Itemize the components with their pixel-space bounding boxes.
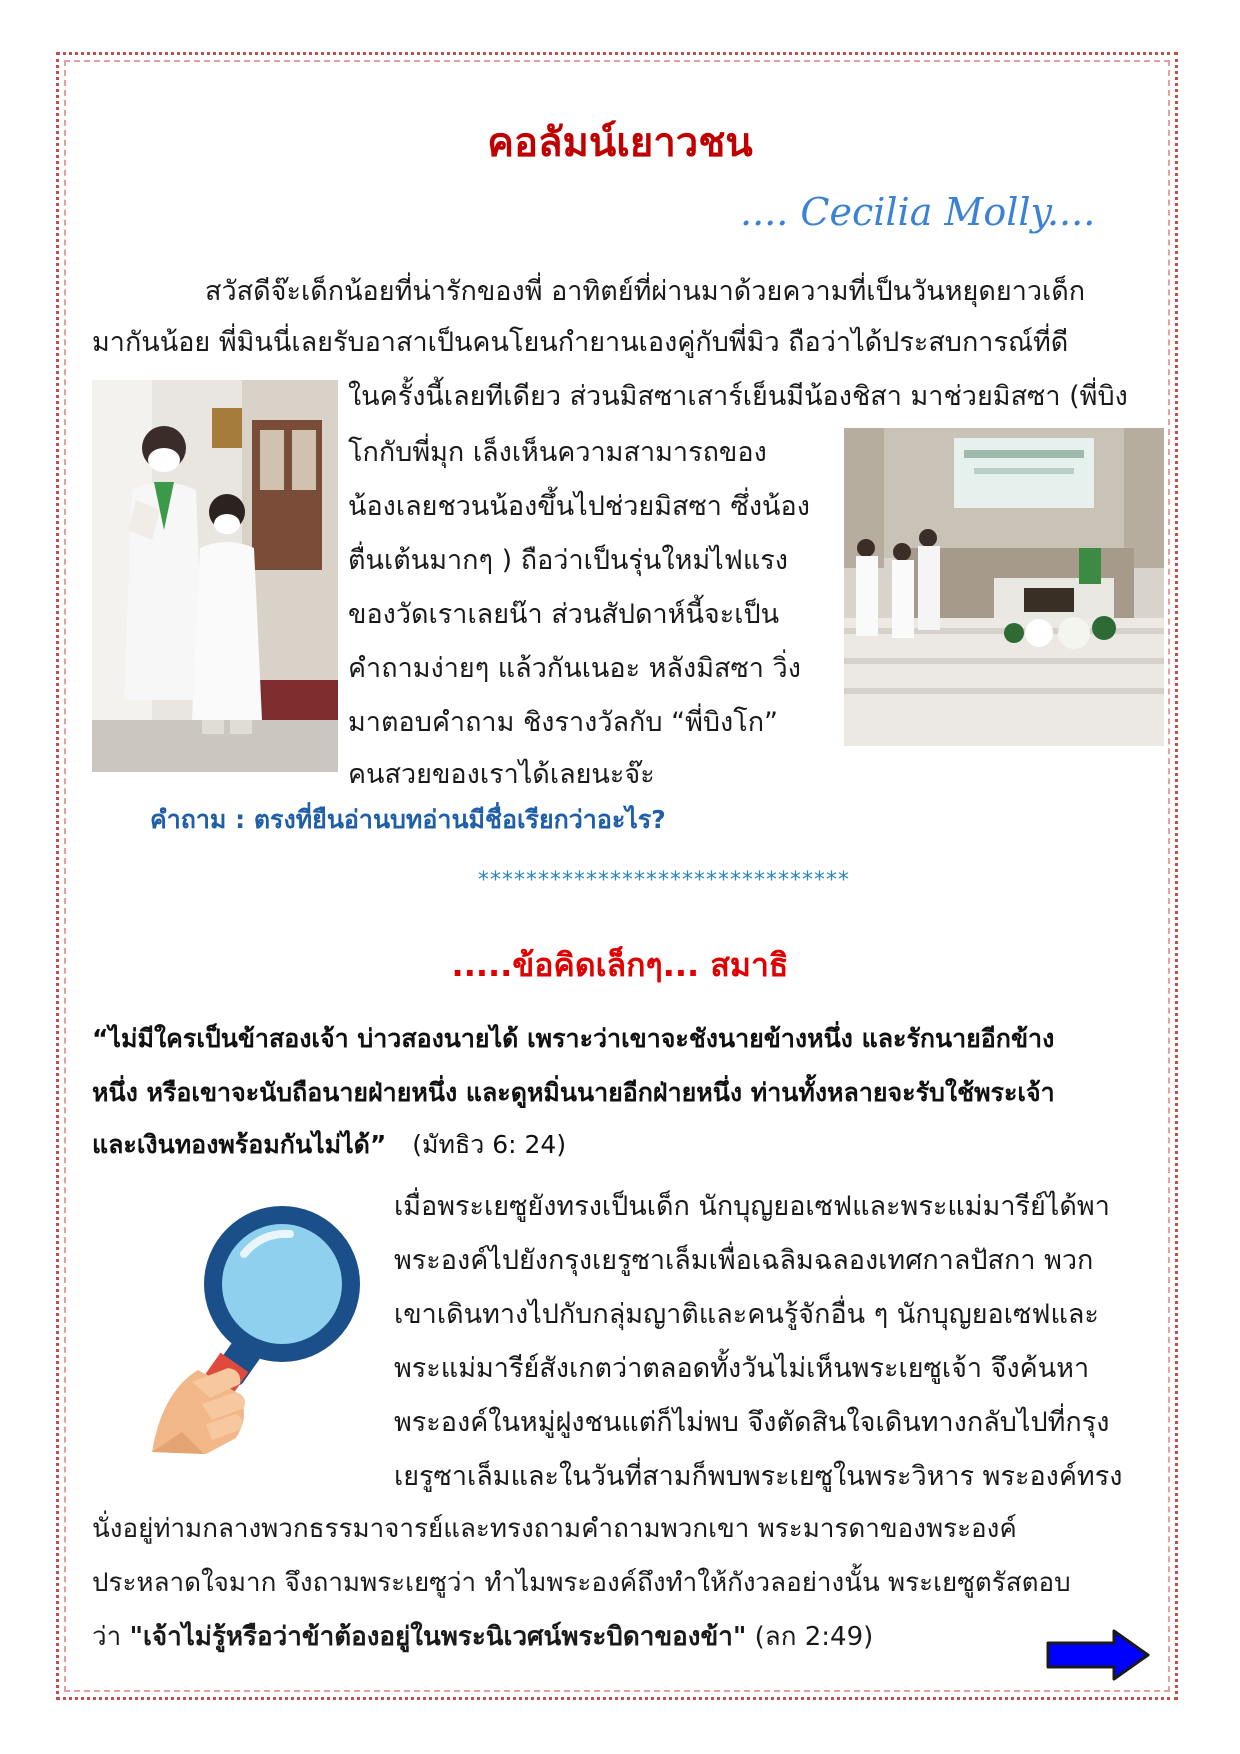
intro-line-6: ตื่นเต้นมากๆ ) ถือว่าเป็นรุ่นใหม่ไฟแรง	[348, 545, 788, 576]
intro-line-7: ของวัดเราเลยน๊า ส่วนสัปดาห์นี้จะเป็น	[348, 599, 780, 630]
magnifying-glass-icon	[132, 1192, 372, 1462]
story-last-quote: "เจ้าไม่รู้หรือว่าข้าต้องอยู่ในพระนิเวศน์พระบิดาของข้า"	[129, 1622, 747, 1652]
story-last-prefix: ว่า	[92, 1622, 130, 1652]
scripture-reference: (มัทธิว 6: 24)	[412, 1130, 567, 1159]
intro-line-5: น้องเลยชวนน้องขึ้นไปช่วยมิสซา ซึ่งน้อง	[348, 491, 810, 522]
intro-line-10: คนสวยของเราได้เลยนะจ๊ะ	[348, 759, 655, 790]
story-line-8: ประหลาดใจมาก จึงถามพระเยซูว่า ทำไมพระองค์ถึงทำให้กังวลอย่างนั้น พระเยซูตรัสตอบ	[92, 1568, 1071, 1598]
intro-line-8: คำถามง่ายๆ แล้วกันเนอะ หลังมิสซา วิ่ง	[348, 653, 801, 684]
story-last-reference: (ลก 2:49)	[746, 1622, 874, 1652]
intro-line-2: มากันน้อย พี่มินนี่เลยรับอาสาเป็นคนโยนกำยานเองคู่กับพี่มิว ถือว่าได้ประสบการณ์ที่ดี	[92, 327, 1069, 358]
story-line-4: พระแม่มารีย์สังเกตว่าตลอดทั้งวันไม่เห็นพระเยซูเจ้า จึงค้นหา	[394, 1353, 1090, 1384]
section-divider: *******************************	[478, 868, 850, 893]
intro-line-1: สวัสดีจ๊ะเด็กน้อยที่น่ารักของพี่ อาทิตย์ที่ผ่านมาด้วยความที่เป็นวันหยุดยาวเด็ก	[205, 276, 1086, 307]
intro-line-9: มาตอบคำถาม ชิงรางวัลกับ “พี่บิงโก”	[348, 707, 779, 738]
scripture-quote-line-2: หนึ่ง หรือเขาจะนับถือนายฝ่ายหนึ่ง และดูหมิ่นนายอีกฝ่ายหนึ่ง ท่านทั้งหลายจะรับใช้พระเจ้า	[92, 1078, 1055, 1107]
story-line-3: เขาเดินทางไปกับกลุ่มญาติและคนรู้จักอื่น ๆ นักบุญยอเซฟและ	[394, 1299, 1099, 1330]
column-title: คอลัมน์เยาวชน	[487, 119, 753, 166]
next-arrow-icon[interactable]	[1044, 1628, 1154, 1682]
story-line-5: พระองค์ในหมู่ฝูงชนแต่ก็ไม่พบ จึงตัดสินใจเดินทางกลับไปที่กรุง	[394, 1407, 1110, 1438]
author-signature: .... Cecilia Molly....	[740, 190, 1096, 234]
story-line-7: นั่งอยู่ท่ามกลางพวกธรรมาจารย์และทรงถามคำถามพวกเขา พระมารดาของพระองค์	[92, 1514, 1017, 1544]
scripture-quote-line-3	[92, 1128, 566, 1162]
intro-line-3: ในครั้งนี้เลยทีเดียว ส่วนมิสซาเสาร์เย็นมีน้องชิสา มาช่วยมิสซา (พี่บิง	[348, 381, 1128, 412]
quiz-question: คำถาม : ตรงที่ยืนอ่านบทอ่านมีชื่อเรียกว่าอะไร?	[150, 805, 666, 834]
photo-altar-servers	[92, 380, 338, 772]
photo-church-altar	[844, 428, 1164, 746]
scripture-quote-line-1: “ไม่มีใครเป็นข้าสองเจ้า บ่าวสองนายได้ เพราะว่าเขาจะชังนายข้างหนึ่ง และรักนายอีกข้าง	[92, 1024, 1055, 1053]
story-line-9	[92, 1620, 873, 1654]
story-line-2: พระองค์ไปยังกรุงเยรูซาเล็มเพื่อเฉลิมฉลองเทศกาลปัสกา พวก	[394, 1245, 1094, 1276]
story-line-1: เมื่อพระเยซูยังทรงเป็นเด็ก นักบุญยอเซฟและพระแม่มารีย์ได้พา	[394, 1191, 1110, 1222]
story-line-6: เยรูซาเล็มและในวันที่สามก็พบพระเยซูในพระวิหาร พระองค์ทรง	[394, 1461, 1123, 1492]
reflection-subtitle: .....ข้อคิดเล็กๆ... สมาธิ	[451, 946, 789, 984]
intro-line-4: โกกับพี่มุก เล็งเห็นความสามารถของ	[348, 437, 767, 468]
scripture-quote-text: และเงินทองพร้อมกันไม่ได้”	[92, 1130, 387, 1159]
